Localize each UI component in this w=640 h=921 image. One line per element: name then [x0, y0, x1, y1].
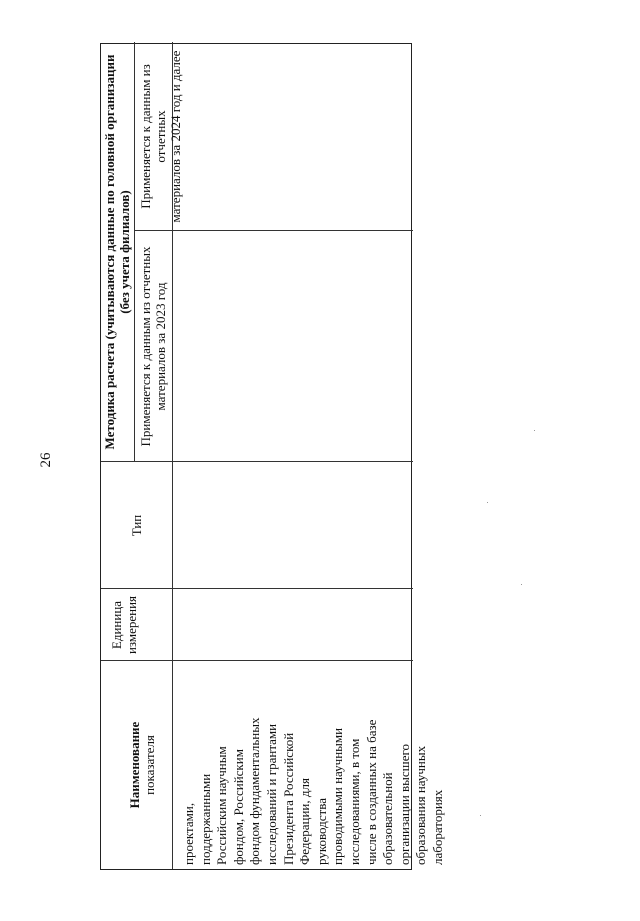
header-method: [102, 42, 132, 462]
header-method-line2: (без учета филиалов): [117, 190, 132, 314]
description-line: руководства: [313, 798, 329, 865]
description-line: фондом, Российским: [230, 749, 246, 865]
description-line: поддержанными: [197, 773, 213, 865]
description-line: Российским научным: [214, 746, 230, 865]
header-method-line1: Методика расчета (учитываются данные по головной организации: [102, 54, 117, 450]
description-line: фондом фундаментальных: [247, 717, 263, 865]
subheader-2024-line1: Применяется к данным из отчетных: [138, 64, 168, 209]
subheader-2024: [138, 42, 183, 231]
header-indicator-name-line2: показателя: [142, 735, 157, 795]
description-line: организации высшего: [396, 744, 412, 865]
description-line: проектами,: [181, 802, 196, 865]
header-unit-line2: измерения: [124, 595, 139, 655]
header-type: Тип: [129, 514, 144, 537]
subheader-2023-line1: Применяется к данным из отчетных: [138, 246, 153, 447]
description-line: образовательной: [380, 772, 396, 865]
description-line: Федерации, для: [297, 778, 313, 865]
description-line: образования научных: [413, 745, 429, 865]
description-line: исследованиями, в том: [346, 738, 362, 865]
header-indicator-name-line1: Наименование: [127, 721, 142, 809]
subheader-2023-line2: материалов за 2023 год: [153, 282, 168, 411]
page-number: 26: [38, 452, 54, 468]
indicator-table: [100, 43, 445, 870]
header-unit-line1: Единица: [109, 600, 124, 650]
scan-speck: [534, 430, 535, 431]
scan-speck: [487, 502, 488, 503]
description-line: Президента Российской: [280, 732, 296, 865]
indicator-description: [181, 663, 447, 865]
header-indicator-name: [127, 661, 157, 869]
column-divider: [101, 588, 413, 589]
header-unit: [109, 589, 139, 661]
description-line: числе в созданных на базе: [363, 719, 379, 865]
subheader-2024-line2: материалов за 2024 год и далее: [168, 50, 183, 223]
description-line: лабораториях: [429, 789, 445, 865]
row-divider: [134, 42, 135, 462]
description-line: исследований и грантами: [263, 723, 279, 865]
subheader-2023: [138, 231, 168, 462]
description-line: проводимыми научными: [330, 727, 346, 865]
scan-speck: [480, 815, 481, 816]
scan-speck: [521, 584, 522, 585]
